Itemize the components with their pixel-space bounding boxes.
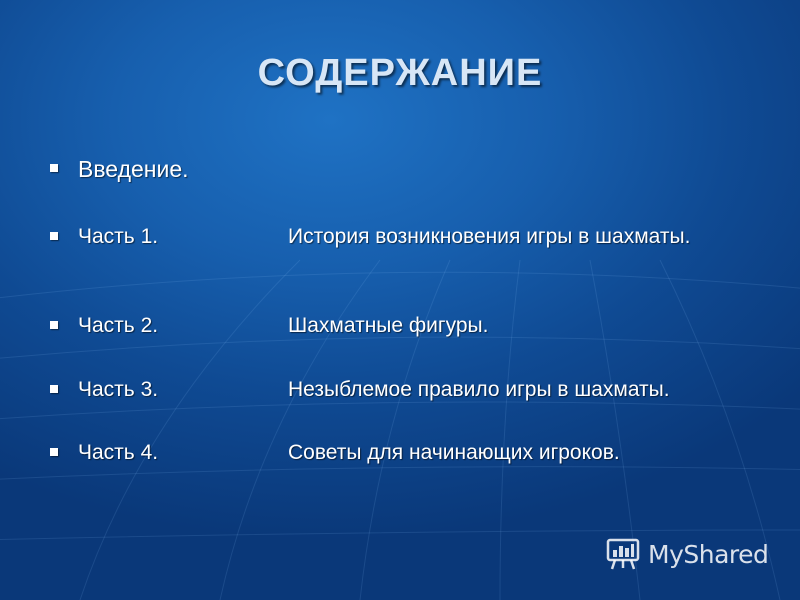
item-label: Часть 1. (78, 225, 159, 248)
item-label: Часть 3. (78, 378, 159, 401)
slide-title: СОДЕРЖАНИЕ (257, 52, 543, 94)
item-description: Советы для начинающих игроков. (288, 441, 620, 464)
square-bullet-icon (50, 385, 58, 393)
item-label: Часть 2. (78, 314, 159, 337)
item-label: Введение. (78, 156, 189, 182)
item-description: Незыблемое правило игры в шахматы. (288, 378, 670, 401)
square-bullet-icon (50, 321, 58, 329)
watermark-text: MyShared (648, 539, 769, 569)
item-description: Шахматные фигуры. (288, 314, 489, 337)
item-label: Часть 4. (78, 441, 159, 464)
square-bullet-icon (50, 232, 58, 240)
square-bullet-icon (50, 164, 58, 172)
item-description: История возникновения игры в шахматы. (288, 225, 691, 248)
square-bullet-icon (50, 448, 58, 456)
presentation-board-icon (604, 535, 642, 573)
myshared-watermark (604, 534, 768, 574)
